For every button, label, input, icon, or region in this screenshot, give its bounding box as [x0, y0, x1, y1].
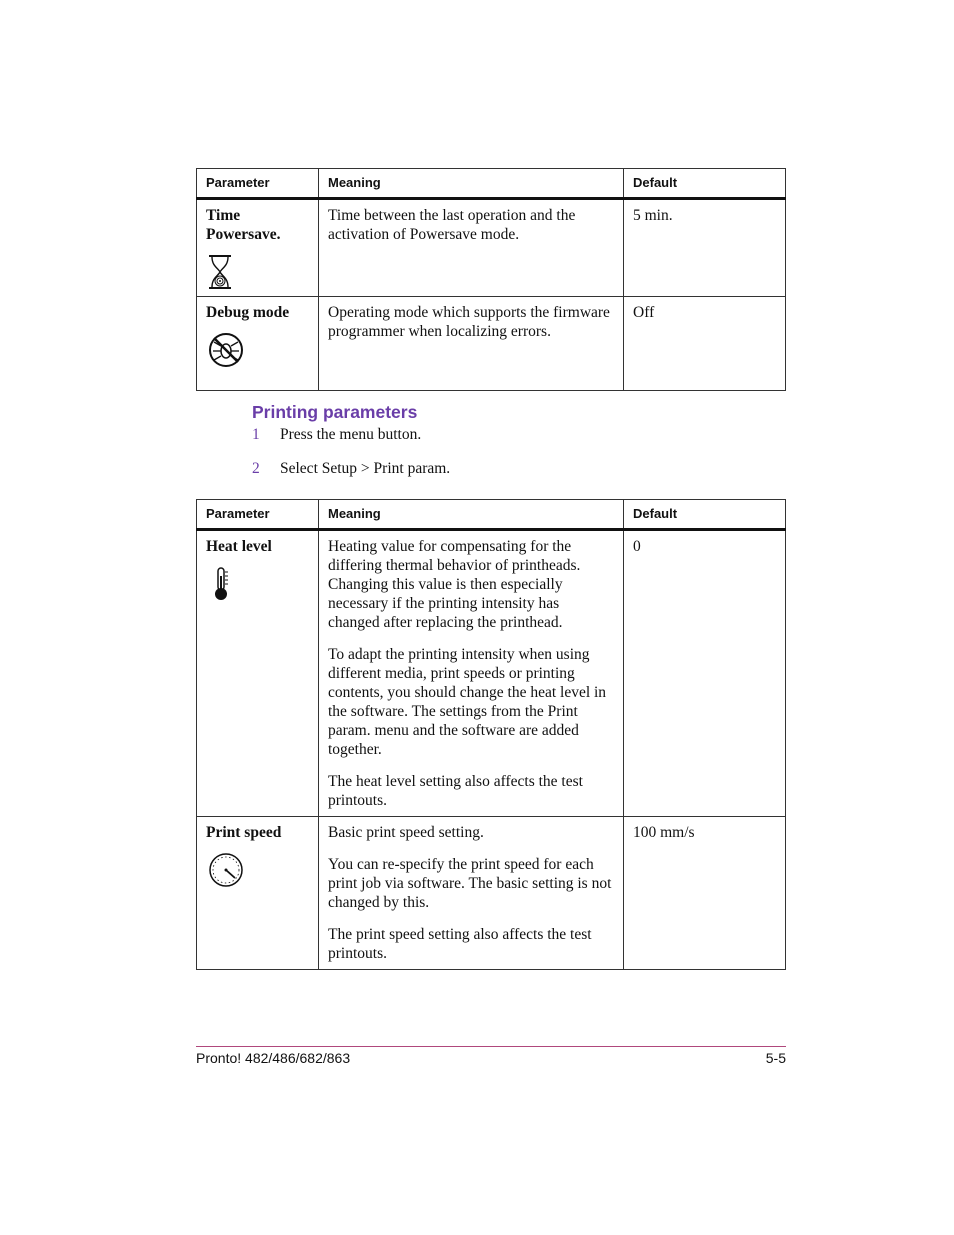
step-item: [252, 460, 450, 478]
meaning-text: The print speed setting also affects the test printouts.: [328, 926, 592, 962]
parameter-name: Print speed: [206, 824, 282, 841]
default-value: Off: [624, 297, 786, 391]
hourglass-icon: [206, 254, 234, 290]
step-number: 1: [252, 426, 260, 443]
meaning-text: You can re-specify the print speed for each print job via software. The basic setting is not changed by this.: [328, 856, 612, 911]
footer-product-name: Pronto! 482/486/682/863: [196, 1050, 351, 1066]
debug-bug-icon: [206, 332, 246, 368]
default-value: 100 mm/s: [624, 817, 786, 970]
step-text: Press the menu button.: [280, 426, 422, 443]
meaning-text: The heat level setting also affects the test printouts.: [328, 773, 583, 809]
meaning-text: Time between the last operation and the activation of Powersave mode.: [328, 207, 576, 243]
header-parameter: Parameter: [197, 169, 319, 199]
header-default: Default: [624, 500, 786, 530]
parameter-name: Debug mode: [206, 304, 290, 321]
header-meaning: Meaning: [319, 169, 624, 199]
default-value: 5 min.: [624, 199, 786, 297]
table-header-row: [197, 500, 786, 530]
parameters-table-general: [196, 168, 786, 391]
section-title: Printing parameters: [252, 402, 418, 422]
parameter-name: Heat level: [206, 538, 272, 555]
speedometer-icon: [206, 852, 246, 888]
parameter-name: Time Powersave.: [206, 207, 281, 243]
table-row: [197, 817, 786, 970]
header-meaning: Meaning: [319, 500, 624, 530]
footer-page-number: 5-5: [765, 1050, 786, 1066]
step-item: [252, 426, 421, 444]
meaning-text: Heating value for compensating for the differing thermal behavior of printheads. Changing this value is then especially necessary if the printing intensity has changed after replacing the printhead.: [328, 538, 581, 631]
meaning-text: To adapt the printing intensity when using different media, print speeds or printing contents, you should change the heat level in the software. The settings from the Print param. menu and the software are added together.: [328, 646, 607, 758]
table-row: [197, 530, 786, 817]
step-number: 2: [252, 460, 260, 477]
table-row: [197, 297, 786, 391]
table-row: [197, 199, 786, 297]
thermometer-icon: [206, 566, 236, 602]
meaning-text: Basic print speed setting.: [328, 824, 484, 841]
parameters-table-printing: [196, 499, 786, 970]
header-default: Default: [624, 169, 786, 199]
default-value: 0: [624, 530, 786, 817]
table-header-row: [197, 169, 786, 199]
footer-rule: [196, 1046, 786, 1047]
header-parameter: Parameter: [197, 500, 319, 530]
meaning-text: Operating mode which supports the firmware programmer when localizing errors.: [328, 304, 610, 340]
step-text: Select Setup > Print param.: [280, 460, 451, 477]
